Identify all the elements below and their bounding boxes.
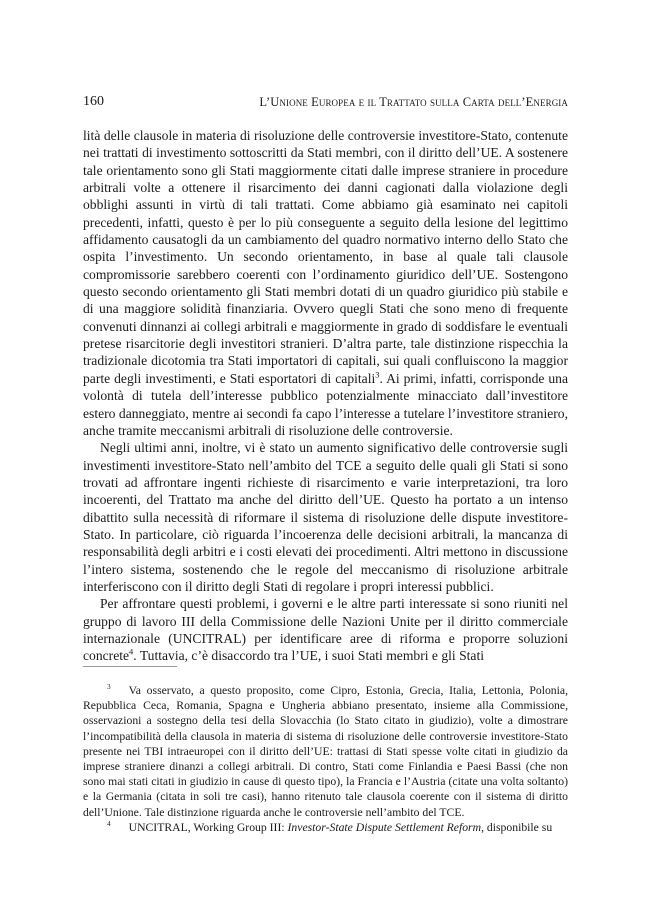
footnote-ref-4[interactable]: 4 xyxy=(129,646,134,657)
paragraph-3 xyxy=(83,595,568,664)
running-title: L’Unione Europea e il Trattato sulla Carta dell’Energia xyxy=(259,95,568,109)
footnote-3 xyxy=(83,683,568,820)
footnote-text: Va osservato, a questo proposito, come Cipro, Estonia, Grecia, Italia, Lettonia, Polonia, Repubblica Ceca, Romania, Spagna e Ungheria abbiano presentato, insieme alla Commissione, osservazioni a sostegno della tesi della Slovacchia (lo Stato citato in giudizio), volte a dimostrare l’incompatibilità della clausola in materia di sistema di risoluzione delle controversie investitore-Stato presente nei TBI intraeuropei con il diritto dell’UE: trattasi di Stati spesse volte citati in giudizio da imprese straniere dinanzi a collegi arbitrali. Di contro, Stati come Finlandia e Paesi Bassi (che non sono mai stati citati in giudizio in cause di questo tipo), la Francia e l’Austria (citate una volta soltanto) e la Germania (citata in soli tre casi), hanno ritenuto tale clausola coerente con il sistema di diritto dell’Unione. Tale distinzione riguarda anche le controversie nell’ambito del TCE. xyxy=(83,684,568,819)
footnote-number: 4 xyxy=(107,819,111,828)
running-header xyxy=(83,92,568,112)
footnote-4 xyxy=(83,820,568,835)
paragraph-3-text-a: Per affrontare questi problemi, i governi e le altre parti interessate si sono riuniti nel gruppo di lavoro III della Commissione delle Nazioni Unite per il diritto commerciale internazionale (UNCITRAL) per identificare aree di riforma e proporre soluzioni concrete xyxy=(83,596,568,664)
paragraph-1 xyxy=(83,127,568,439)
footnotes xyxy=(83,683,568,835)
body-text xyxy=(83,127,568,665)
paragraph-1-text-b: . Ai primi, infatti, corrisponde una volontà di tutela dell’interesse pubblico potenzialmente minacciato dall’investitore estero danneggiato, mentre ai secondi fa capo l’interesse a tutelare l’investitore straniero, anche tramite meccanismi arbitrali di risoluzione delle controversie. xyxy=(83,370,568,438)
paragraph-3-text-b: . Tuttavia, c’è disaccordo tra l’UE, i suoi Stati membri e gli Stati xyxy=(133,648,485,664)
footnote-text-a: UNCITRAL, Working Group III: xyxy=(128,820,288,834)
footnote-italic-title: Investor-State Dispute Settlement Reform xyxy=(287,820,482,834)
footnote-ref-3[interactable]: 3 xyxy=(375,369,380,380)
page-number: 160 xyxy=(83,94,104,109)
paragraph-1-text-a: lità delle clausole in materia di risoluzione delle controversie investitore-Stato, contenute nei trattati di investimento sottoscritti da Stati membri, con il diritto dell’UE. A sostenere tale orientamento sono gli Stati maggiormente citati dalle imprese straniere in procedure arbitrali volte a ottenere il risarcimento dei danni cagionati dalla violazione degli obblighi assunti in virtù di tali trattati. Come abbiamo già esaminato nei capitoli precedenti, infatti, questo è per lo più conseguente a seguito della lesione del legittimo affidamento causatogli da un cambiamento del quadro normativo interno dello Stato che ospita l’investimento. Un secondo orientamento, in base al quale tali clausole compromissorie sarebbero coerenti con l’ordinamento giuridico dell’UE. Sostengono questo secondo orientamento gli Stati membri dotati di un quadro giuridico più stabile e di una maggiore solidità finanziaria. Ovvero quegli Stati che sono meno di frequente convenuti dinnanzi ai collegi arbitrali e maggiormente in grado di soddisfare le eventuali pretese risarcitorie degli investitori stranieri. D’altra parte, tale distinzione rispecchia la tradizionale dicotomia tra Stati importatori di capitali, sui quali confluiscono la maggior parte degli investimenti, e Stati esportatori di capitali xyxy=(83,128,568,386)
footnote-number: 3 xyxy=(107,683,111,692)
footnote-text-b: , disponibile su xyxy=(481,820,553,834)
footnote-separator xyxy=(83,666,177,667)
paragraph-2: Negli ultimi anni, inoltre, vi è stato un aumento significativo delle controversie sugli investimenti investitore-Stato nell’ambito del TCE a seguito delle quali gli Stati si sono trovati ad affrontare ingenti richieste di risarcimento e varie interpretazioni, tra loro incoerenti, del Trattato ma anche del diritto dell’UE. Questo ha portato a un intenso dibattito sulla necessità di riformare il sistema di risoluzione delle dispute investitore-Stato. In particolare, ciò riguarda l’incoerenza delle decisioni arbitrali, la mancanza di responsabilità degli arbitri e i costi elevati dei procedimenti. Altri mettono in discussione l’intero sistema, sostenendo che le regole del meccanismo di risoluzione arbitrale interferiscono con il diritto degli Stati di regolare i propri interessi pubblici. xyxy=(83,440,568,594)
